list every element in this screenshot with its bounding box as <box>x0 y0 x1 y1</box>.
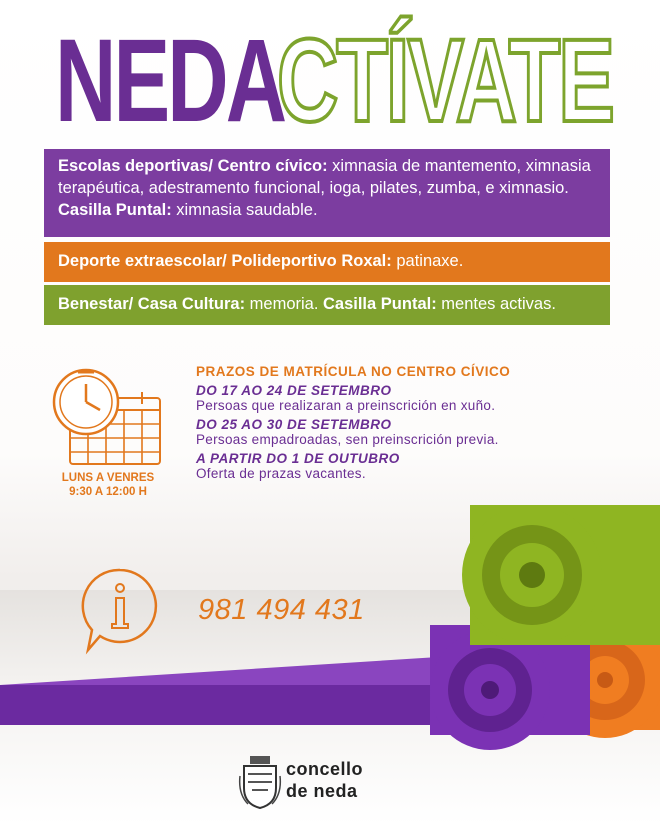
logo-line1: concello <box>286 759 364 779</box>
schedule-item <box>196 451 546 481</box>
band1-label1: Escolas deportivas/ Centro cívico: <box>58 157 328 175</box>
schedule-desc: Oferta de prazas vacantes. <box>196 466 366 481</box>
band1-text2: ximnasia saudable. <box>171 201 318 219</box>
schedule-heading: PRAZOS DE MATRÍCULA NO CENTRO CÍVICO <box>196 364 511 379</box>
office-hours <box>52 471 164 499</box>
band3-text2: mentes activas. <box>436 295 556 313</box>
schedule-item <box>196 417 546 447</box>
band3-text1: memoria. <box>245 295 323 313</box>
band-extracurricular <box>44 242 610 282</box>
band-school-sports <box>44 149 610 237</box>
band1-label2: Casilla Puntal: <box>58 201 172 219</box>
band2-text: patinaxe. <box>391 252 464 270</box>
schedule-desc: Persoas empadroadas, sen preinscrición previa. <box>196 432 499 447</box>
schedule-date: DO 25 AO 30 DE SETEMBRO <box>196 417 392 432</box>
info-icon <box>80 566 160 656</box>
hours-days: LUNS A VENRES <box>61 472 155 484</box>
band2-label: Deporte extraescolar/ Polideportivo Roxal: <box>58 252 392 270</box>
schedule-item <box>196 383 546 413</box>
clock-calendar-icon <box>48 368 164 468</box>
band3-label2: Casilla Puntal: <box>323 295 437 313</box>
band-wellbeing <box>44 285 610 325</box>
schedule-desc: Persoas que realizaran a preinscrición en xuño. <box>196 398 496 413</box>
phone-number: 981 494 431 <box>198 594 365 626</box>
schedule-date: A PARTIR DO 1 DE OUTUBRO <box>196 451 400 466</box>
band3-label1: Benestar/ Casa Cultura: <box>58 295 246 313</box>
hours-time: 9:30 A 12:00 H <box>69 486 147 498</box>
logo-text <box>286 758 363 802</box>
title-ctivate: CTÍVATE <box>277 15 613 147</box>
schedule-date: DO 17 AO 24 DE SETEMBRO <box>196 383 392 398</box>
clock-icon <box>54 370 118 434</box>
band1-text1: ximnasia de mantemento, ximnasia terapéutica, adestramento funcional, ioga, pilates, zumba, e ximnasio. <box>58 157 591 197</box>
title-neda: NEDA <box>55 15 285 147</box>
logo-line2: de neda <box>286 781 358 801</box>
crest-icon <box>238 754 282 810</box>
enrollment-schedule <box>196 364 546 481</box>
